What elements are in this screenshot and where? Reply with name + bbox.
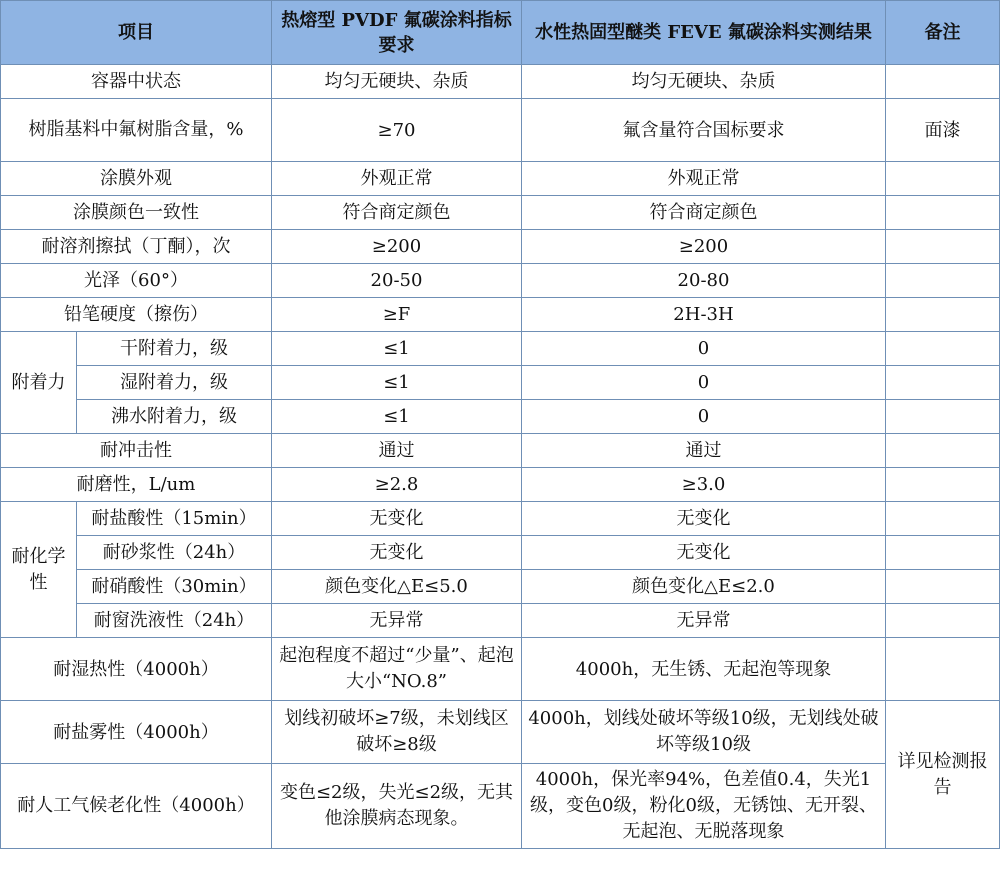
table-row: [1, 332, 1000, 366]
note-cell: [886, 502, 1000, 536]
result-cell: ≥3.0: [522, 468, 886, 502]
spec-cell: ≤1: [272, 332, 522, 366]
table-row: [1, 99, 1000, 162]
note-cell: [886, 162, 1000, 196]
item-cell: 耐砂浆性（24h）: [77, 536, 272, 570]
note-cell: [886, 536, 1000, 570]
item-cell: 涂膜颜色一致性: [1, 196, 272, 230]
spec-cell: 划线初破坏≥7级，未划线区破坏≥8级: [272, 701, 522, 764]
header-row: [1, 1, 1000, 65]
spec-cell: ≥70: [272, 99, 522, 162]
result-cell: 0: [522, 332, 886, 366]
table-row: [1, 468, 1000, 502]
spec-cell: 无变化: [272, 536, 522, 570]
note-report: 详见检测报告: [886, 701, 1000, 849]
spec-cell: 符合商定颜色: [272, 196, 522, 230]
result-cell: 0: [522, 400, 886, 434]
note-cell: [886, 230, 1000, 264]
item-cell: 铅笔硬度（擦伤）: [1, 298, 272, 332]
spec-cell: 起泡程度不超过“少量”、起泡大小“NO.8”: [272, 638, 522, 701]
item-cell: 涂膜外观: [1, 162, 272, 196]
table-row: [1, 230, 1000, 264]
item-cell: 湿附着力，级: [77, 366, 272, 400]
result-cell: 氟含量符合国标要求: [522, 99, 886, 162]
spec-cell: 20-50: [272, 264, 522, 298]
spec-cell: ≥2.8: [272, 468, 522, 502]
table-row: [1, 162, 1000, 196]
note-cell: [886, 65, 1000, 99]
item-cell: 耐窗洗液性（24h）: [77, 604, 272, 638]
spec-cell: 无变化: [272, 502, 522, 536]
table-row: [1, 264, 1000, 298]
spec-cell: ≥F: [272, 298, 522, 332]
result-cell: 4000h，保光率94%，色差值0.4，失光1级，变色0级，粉化0级，无锈蚀、无开裂、无起泡、无脱落现象: [522, 764, 886, 849]
spec-cell: 无异常: [272, 604, 522, 638]
result-cell: 通过: [522, 434, 886, 468]
header-item: 项目: [1, 1, 272, 65]
spec-cell: ≥200: [272, 230, 522, 264]
table-row: [1, 764, 1000, 849]
table-row: [1, 366, 1000, 400]
item-cell: 耐冲击性: [1, 434, 272, 468]
note-cell: [886, 332, 1000, 366]
result-cell: 无变化: [522, 536, 886, 570]
result-cell: 20-80: [522, 264, 886, 298]
table-row: [1, 536, 1000, 570]
spec-cell: ≤1: [272, 366, 522, 400]
note-cell: [886, 264, 1000, 298]
result-cell: 颜色变化△E≤2.0: [522, 570, 886, 604]
result-cell: 0: [522, 366, 886, 400]
item-cell: 耐人工气候老化性（4000h）: [1, 764, 272, 849]
table-row: [1, 65, 1000, 99]
result-cell: 4000h，无生锈、无起泡等现象: [522, 638, 886, 701]
group-adhesion: 附着力: [1, 332, 77, 434]
result-cell: 外观正常: [522, 162, 886, 196]
result-cell: 符合商定颜色: [522, 196, 886, 230]
item-cell: 光泽（60°）: [1, 264, 272, 298]
header-result: 水性热固型醚类 FEVE 氟碳涂料实测结果: [522, 1, 886, 65]
note-topcoat: 面漆: [886, 99, 1000, 162]
item-cell: 耐盐酸性（15min）: [77, 502, 272, 536]
result-cell: 4000h，划线处破坏等级10级，无划线处破坏等级10级: [522, 701, 886, 764]
note-cell: [886, 196, 1000, 230]
header-spec: 热熔型 PVDF 氟碳涂料指标要求: [272, 1, 522, 65]
note-cell: [886, 400, 1000, 434]
table-row: [1, 502, 1000, 536]
note-cell: [886, 638, 1000, 701]
item-cell: 耐溶剂擦拭（丁酮），次: [1, 230, 272, 264]
note-cell: [886, 366, 1000, 400]
spec-cell: ≤1: [272, 400, 522, 434]
spec-cell: 均匀无硬块、杂质: [272, 65, 522, 99]
result-cell: 无变化: [522, 502, 886, 536]
spec-cell: 变色≤2级，失光≤2级，无其他涂膜病态现象。: [272, 764, 522, 849]
item-cell: 耐盐雾性（4000h）: [1, 701, 272, 764]
note-cell: [886, 604, 1000, 638]
table-row: [1, 400, 1000, 434]
note-cell: [886, 570, 1000, 604]
item-cell: 耐湿热性（4000h）: [1, 638, 272, 701]
table-row: [1, 434, 1000, 468]
item-cell: 干附着力，级: [77, 332, 272, 366]
item-cell: 耐硝酸性（30min）: [77, 570, 272, 604]
item-cell: 耐磨性，L/um: [1, 468, 272, 502]
table-row: [1, 701, 1000, 764]
spec-cell: 颜色变化△E≤5.0: [272, 570, 522, 604]
note-cell: [886, 298, 1000, 332]
item-cell: 容器中状态: [1, 65, 272, 99]
item-cell: 沸水附着力，级: [77, 400, 272, 434]
table-row: [1, 638, 1000, 701]
spec-cell: 通过: [272, 434, 522, 468]
result-cell: ≥200: [522, 230, 886, 264]
group-chemical: 耐化学性: [1, 502, 77, 638]
header-note: 备注: [886, 1, 1000, 65]
note-cell: [886, 468, 1000, 502]
table-row: [1, 196, 1000, 230]
result-cell: 无异常: [522, 604, 886, 638]
spec-cell: 外观正常: [272, 162, 522, 196]
table-row: [1, 570, 1000, 604]
result-cell: 2H-3H: [522, 298, 886, 332]
table-row: [1, 298, 1000, 332]
note-cell: [886, 434, 1000, 468]
item-cell: 树脂基料中氟树脂含量，%: [1, 99, 272, 162]
table-row: [1, 604, 1000, 638]
result-cell: 均匀无硬块、杂质: [522, 65, 886, 99]
